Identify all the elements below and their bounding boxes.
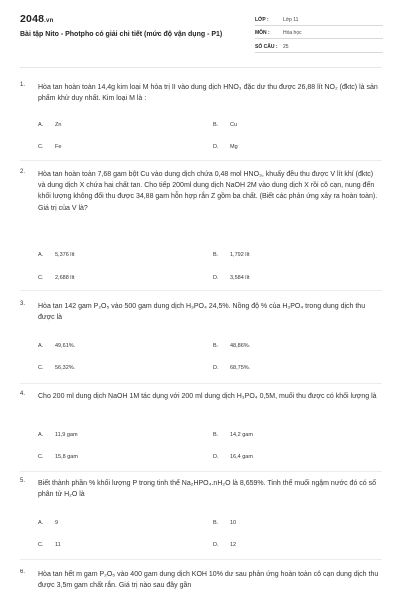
- option-label: D.: [213, 454, 219, 460]
- option-value: 12: [230, 542, 237, 548]
- option-d[interactable]: [213, 365, 250, 371]
- option-c[interactable]: [38, 275, 75, 281]
- logo-tld: .vn: [44, 18, 54, 24]
- question-number: 2.: [20, 169, 26, 175]
- option-d[interactable]: [213, 454, 253, 460]
- option-label: C.: [38, 144, 44, 150]
- question-divider: [20, 290, 382, 291]
- question-number: 6.: [20, 569, 26, 575]
- meta-class-value: Lớp 11: [283, 17, 299, 23]
- option-label: C.: [38, 542, 44, 548]
- question-text: Biết thành phần % khối lượng P trong tinh thể Na₂HPO₄.nH₂O là 8,659%. Tinh thể muối ngậm nước đó có số phân tử H₂O là: [38, 480, 377, 499]
- option-a[interactable]: [38, 343, 75, 349]
- option-value: 56,32%.: [55, 365, 76, 371]
- question-number: 4.: [20, 391, 26, 397]
- option-value: 2,688 lít: [55, 275, 75, 281]
- option-a[interactable]: [38, 432, 78, 438]
- option-label: D.: [213, 542, 219, 548]
- question-3: [20, 301, 382, 385]
- option-value: Zn: [55, 122, 62, 128]
- option-b[interactable]: [213, 252, 250, 258]
- question-divider: [20, 471, 382, 472]
- question-number: 3.: [20, 301, 26, 307]
- logo-main: 2048: [20, 13, 45, 25]
- document-header: [0, 0, 400, 62]
- header-divider: [20, 67, 382, 68]
- option-label: B.: [213, 432, 219, 438]
- option-label: C.: [38, 275, 44, 281]
- question-text: Hòa tan hoàn toàn 14,4g kim loại M hóa trị II vào dung dịch HNO₃ đặc dư thu được 26,88 lít NO₂ (đktc) là sản phẩm khử duy nhất. Kim loại M là :: [38, 84, 378, 103]
- question-divider: [20, 160, 382, 161]
- option-value: Mg: [230, 144, 238, 150]
- option-b[interactable]: [213, 122, 237, 128]
- option-a[interactable]: [38, 122, 61, 128]
- question-5: [20, 478, 382, 560]
- option-value: 11: [55, 542, 61, 548]
- option-label: A.: [38, 432, 44, 438]
- option-a[interactable]: [38, 252, 75, 258]
- meta-count-value: 25: [283, 44, 289, 50]
- question-divider: [20, 559, 382, 560]
- option-c[interactable]: [38, 542, 61, 548]
- question-2: [20, 169, 382, 291]
- option-c[interactable]: [38, 144, 61, 150]
- option-label: A.: [38, 122, 44, 128]
- site-logo[interactable]: [20, 13, 53, 25]
- option-value: 48,86%.: [230, 343, 251, 349]
- option-value: Cu: [230, 122, 238, 128]
- option-b[interactable]: [213, 343, 250, 349]
- option-label: A.: [38, 252, 44, 258]
- option-value: Fe: [55, 144, 62, 150]
- option-c[interactable]: [38, 365, 75, 371]
- option-value: 3,584 lít: [230, 275, 250, 281]
- option-value: 68,75%.: [230, 365, 251, 371]
- meta-count: [255, 42, 383, 53]
- option-d[interactable]: [213, 275, 250, 281]
- meta-subject: [255, 28, 383, 39]
- document-title: Bài tập Nito - Photpho có giải chi tiết (mức độ vận dụng - P1): [20, 31, 223, 38]
- option-d[interactable]: [213, 144, 238, 150]
- meta-class-key: LỚP :: [255, 17, 269, 23]
- option-value: 11,9 gam: [55, 432, 78, 438]
- option-label: B.: [213, 252, 219, 258]
- question-text: Hòa tan hoàn toàn 7,68 gam bột Cu vào dung dịch chứa 0,48 mol HNO₃, khuấy đều thu được V lít khí (đktc) và dung dịch X chứa hai chất tan. Cho tiếp 200ml dung dịch NaOH 2M vào dung dịch X rồi cô cạn, nung đến khối lượng không đổi thu được 34,88 gam hỗn hợp rắn Z gồm ba chất. (Biết các phản ứng xảy ra hoàn toàn). Giá trị của V là?: [38, 171, 378, 212]
- option-label: C.: [38, 365, 44, 371]
- option-d[interactable]: [213, 542, 236, 548]
- option-value: 1,792 lít: [230, 252, 250, 258]
- option-value: 49,61%.: [55, 343, 76, 349]
- question-1: [20, 82, 382, 162]
- question-6: [20, 569, 382, 600]
- option-label: B.: [213, 343, 219, 349]
- option-value: 14,2 gam: [230, 432, 253, 438]
- option-value: 10: [230, 520, 237, 526]
- question-text: Cho 200 ml dung dịch NaOH 1M tác dụng với 200 ml dung dịch H₃PO₄ 0,5M, muối thu được có khối lượng là: [38, 393, 377, 400]
- option-value: 15,8 gam: [55, 454, 78, 460]
- option-label: D.: [213, 365, 219, 371]
- option-c[interactable]: [38, 454, 78, 460]
- option-b[interactable]: [213, 432, 253, 438]
- meta-subject-value: Hóa học: [283, 30, 302, 36]
- option-label: D.: [213, 275, 219, 281]
- option-value: 5,376 lít: [55, 252, 75, 258]
- option-a[interactable]: [38, 520, 58, 526]
- option-label: B.: [213, 520, 219, 526]
- option-label: C.: [38, 454, 44, 460]
- meta-count-key: SỐ CÂU :: [255, 44, 278, 50]
- question-4: [20, 391, 382, 473]
- option-label: D.: [213, 144, 219, 150]
- question-number: 5.: [20, 478, 26, 484]
- meta-subject-key: MÔN :: [255, 30, 270, 36]
- meta-class: [255, 15, 383, 26]
- option-value: 9: [55, 520, 59, 526]
- question-text: Hòa tan hết m gam P₂O₅ vào 400 gam dung dịch KOH 10% dư sau phản ứng hoàn toàn cô cạn dung dịch thu được 3,5m gam chất rắn. Giá trị nào sau đây gần: [38, 571, 379, 590]
- option-value: 16,4 gam: [230, 454, 253, 460]
- option-b[interactable]: [213, 520, 236, 526]
- option-label: A.: [38, 520, 44, 526]
- question-divider: [20, 383, 382, 384]
- option-label: B.: [213, 122, 219, 128]
- question-number: 1.: [20, 82, 26, 88]
- question-text: Hòa tan 142 gam P₂O₅ vào 500 gam dung dịch H₃PO₄ 24,5%. Nồng độ % của H₃PO₄ trong dung dịch thu được là: [38, 303, 366, 322]
- option-label: A.: [38, 343, 44, 349]
